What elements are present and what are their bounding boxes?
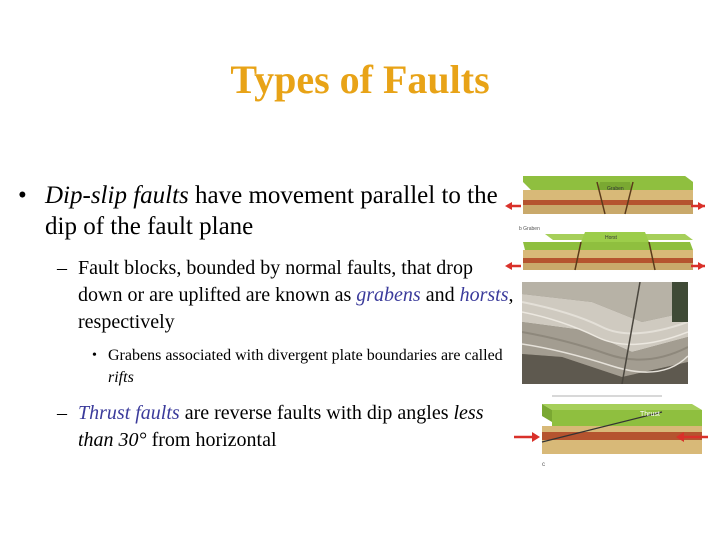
graben-diagram-svg: [505, 168, 705, 224]
term-rifts: rifts: [108, 369, 134, 386]
sub-bullet-text: [78, 400, 517, 454]
sub-sub-bullet-text: [108, 345, 512, 389]
sub-bullet-dash: –: [57, 402, 67, 424]
thrust-fault-diagram: [512, 392, 712, 472]
bullet-dip-slip: [18, 180, 518, 242]
horst-diagram: [505, 222, 705, 276]
slide-title: Types of Faults: [230, 57, 490, 102]
graben-diagram: [505, 168, 705, 224]
text-and: and: [420, 284, 460, 306]
fault-outcrop-photo: [522, 282, 688, 384]
term-less-than-30: less than 30°: [78, 402, 484, 451]
sub-bullet-thrust: [57, 400, 517, 454]
text-grabens-divergent: Grabens associated with divergent plate boundaries are called: [108, 347, 503, 364]
sub-bullet-dash: –: [57, 257, 67, 279]
term-dip-slip: Dip-slip faults: [45, 182, 189, 209]
sub-sub-bullet-rifts: [92, 345, 512, 389]
sub-bullet-text: [78, 255, 517, 336]
bullet-rest: have movement parallel to the dip of the fault plane: [45, 182, 498, 240]
text-fault-blocks: Fault blocks, bounded by normal faults, that drop down or are uplifted are known as: [78, 257, 473, 306]
fault-outcrop-photo-svg: [522, 282, 688, 384]
graben-label: Graben: [607, 186, 624, 192]
bullet-text: [45, 180, 518, 242]
sub-bullet-fault-blocks: [57, 255, 517, 336]
bullet-dot: •: [18, 182, 27, 209]
thrust-label: Thrust: [640, 411, 660, 418]
horst-diagram-svg: [505, 222, 705, 276]
text-from-horizontal: from horizontal: [146, 429, 277, 451]
text-reverse-faults: are reverse faults with dip angles: [179, 402, 454, 424]
text-respectively: , respectively: [78, 284, 514, 333]
thrust-fault-diagram-svg: [512, 392, 712, 472]
section-b-label: b Graben: [519, 226, 540, 232]
term-horsts: horsts: [459, 284, 509, 306]
sub-sub-bullet-dot: •: [92, 348, 97, 363]
section-c-label: c: [542, 462, 545, 468]
term-thrust-faults: Thrust faults: [78, 402, 180, 424]
horst-label: Horst: [605, 235, 617, 241]
term-grabens: grabens: [356, 284, 421, 306]
